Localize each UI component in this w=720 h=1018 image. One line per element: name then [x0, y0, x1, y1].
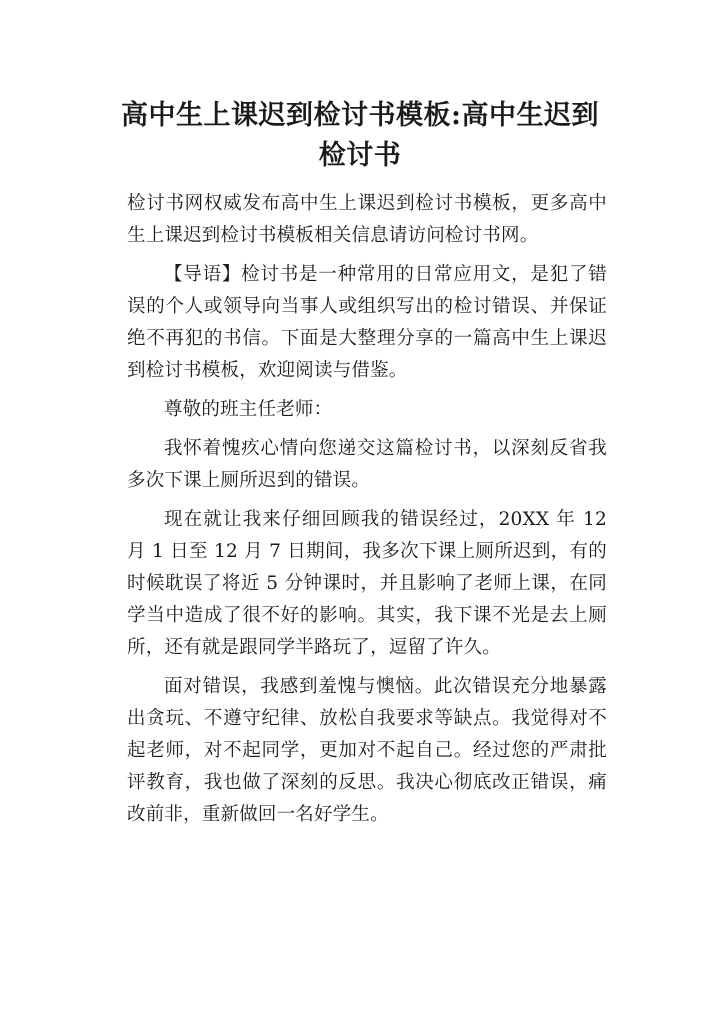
document-title: 高中生上课迟到检讨书模板:高中生迟到检讨书 [121, 100, 599, 171]
body-paragraph: 面对错误，我感到羞愧与懊恼。此次错误充分地暴露出贪玩、不遵守纪律、放松自我要求等缺点。我觉得对不起老师，对不起同学，更加对不起自己。经过您的严肃批评教育，我也做了深刻的反思。我决心彻底改正错误，痛改前非，重新做回一名好学生。 [127, 676, 607, 825]
guide-paragraph: 【导语】检讨书是一种常用的日常应用文，是犯了错误的个人或领导向当事人或组织写出的检讨错误、并保证绝不再犯的书信。下面是大整理分享的一篇高中生上课迟到检讨书模板，欢迎阅读与借鉴。 [127, 264, 607, 381]
salutation: 尊敬的班主任老师： [164, 399, 333, 420]
intro-paragraph: 检讨书网权威发布高中生上课迟到检讨书模板，更多高中生上课迟到检讨书模板相关信息请访问检讨书网。 [127, 193, 607, 246]
body-paragraph: 现在就让我来仔细回顾我的错误经过，20XX 年 12 月 1 日至 12 月 7 日期间，我多次下课上厕所迟到，有的时候耽误了将近 5 分钟课时，并且影响了老师上课，在同学当中造成了很不好的影响。其实，我下课不光是去上厕所，还有就是跟同学半路玩了，逗留了许久。 [127, 509, 607, 658]
body-paragraph: 我怀着愧疚心情向您递交这篇检讨书，以深刻反省我多次下课上厕所迟到的错误。 [127, 438, 607, 491]
document-body [127, 188, 607, 831]
